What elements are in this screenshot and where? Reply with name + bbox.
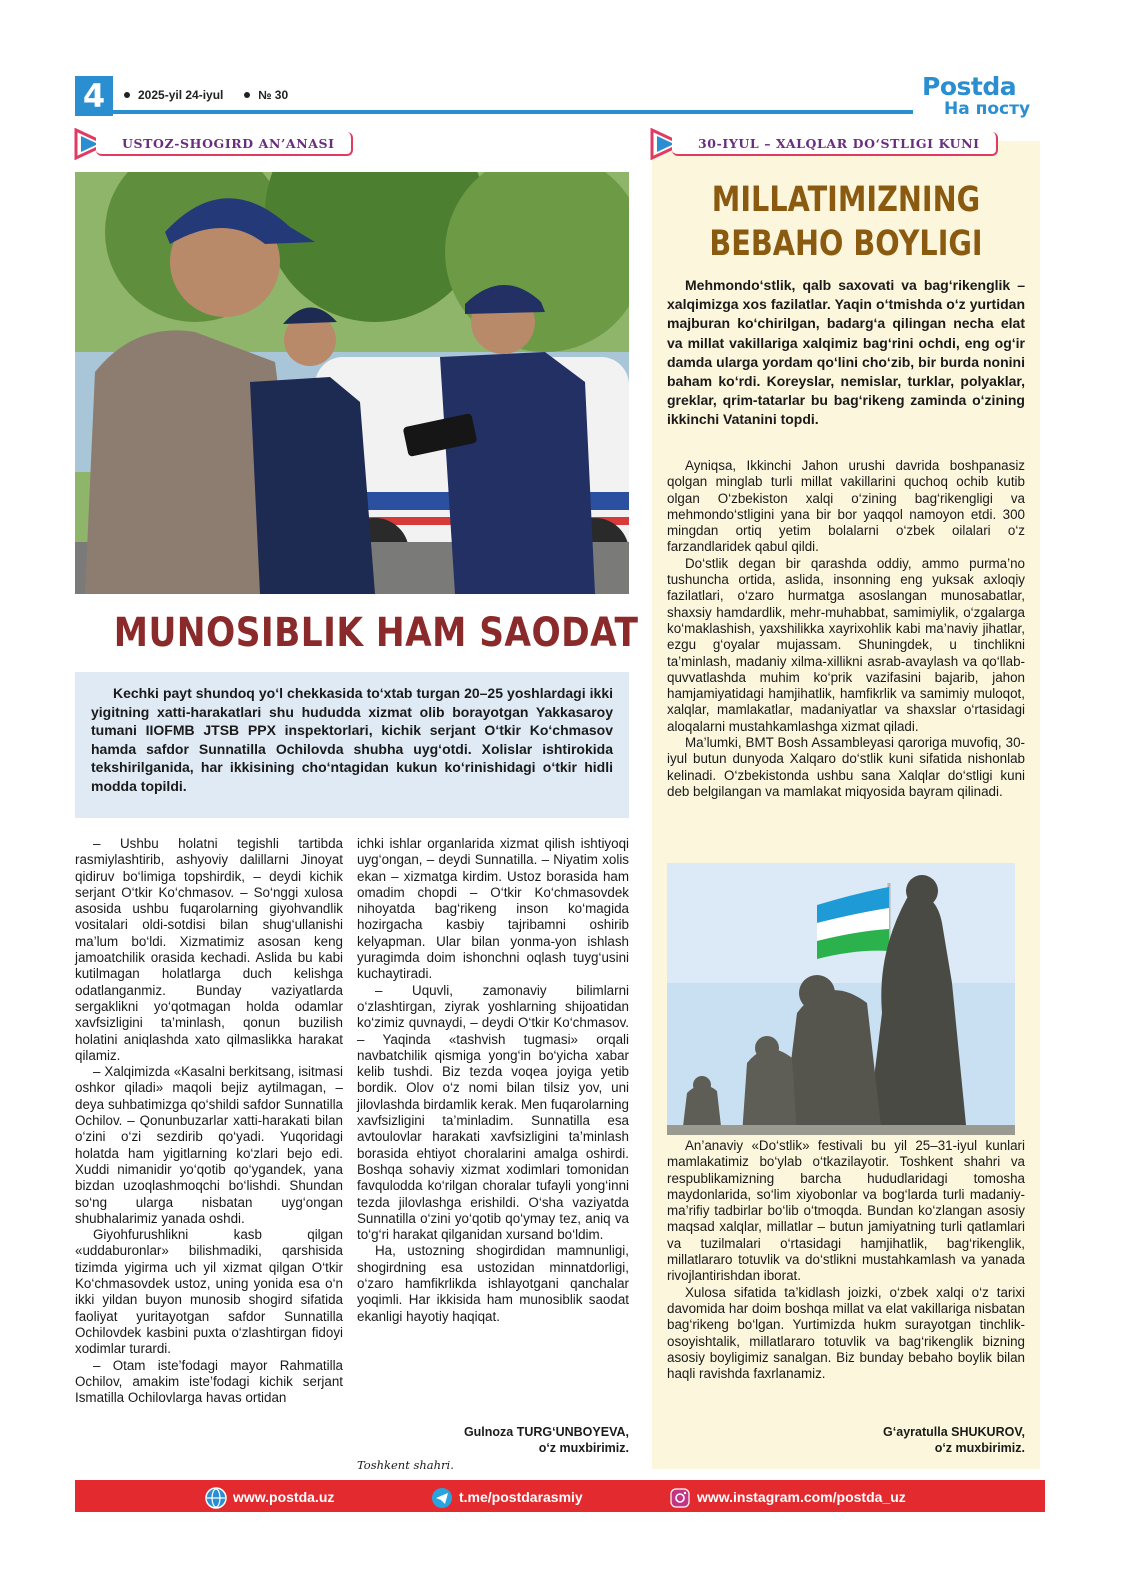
byline-right — [667, 1424, 1025, 1456]
bullet-icon — [124, 92, 130, 98]
issue-meta — [124, 88, 288, 102]
footer-telegram-link[interactable] — [431, 1486, 583, 1508]
paragraph: – Xalqimizda «Kasalni berkitsang, isitmasi oshkor qiladi» maqoli bejiz aytilmagan, – deya suhbatimizga qo‘shildi safdor Sunnatilla Ochilov. – Qonunbuzarlar xatti-harakati bilan o‘zini o‘zi sezdirib qo‘yadi. Yuqoridagi holatda ham yigitlarning ko‘zlari bejo edi. Xuddi nimanidir yo‘qotib qo‘ygandek, yana bizdan uzoqlashmoqchi bo‘lishdi. Shundan so‘ng ularga nisbatan uyg‘ongan shubhalarimiz yanada oshdi. — [75, 1064, 343, 1226]
globe-icon — [205, 1487, 227, 1509]
dateline-place: Toshkent shahri. — [357, 1458, 454, 1472]
logo-line1: Postda — [922, 72, 1017, 101]
paragraph: An’anaviy «Do‘stlik» festivali bu yil 25–31-iyul kunlari mamlakatimiz bo‘ylab o‘tkazilayotir. Toshkent shahri va respublikamizning barcha hududlaridagi tomosha maydonlarida, so‘lim xiyobonlar va bog‘larda turli madaniy-ma’rifiy tadbirlar bo‘lib o‘tmoqda. Bundan ko‘zlangan asosiy maqsad xalqlar, millatlar – butun jamiyatning turli qatlamlari va tuzilmalari o‘rtasidagi hamjihatlik, bag‘rikenglik, millatlararo totuvlik va do‘stlikni mustahkamlash va yanada rivojlantirishdan iborat. — [667, 1138, 1025, 1284]
paragraph: – Ushbu holatni tegishli tartibda rasmiylashtirib, ashyoviy dalillarni Jinoyat qidiruv bo‘limiga topshirdik, – deydi kichik serjant O‘tkir Ko‘chmasov. – So‘nggi xulosa asosida ushbu fuqarolarning giyohvandlik vositalari oldi-sotdisi bilan shug‘ullanishi ma’lum bo‘ldi. Xizmatimiz asosan keng jamoatchilik orasida kechadi. Aslida bu kabi kutilmagan holatlarga duch kelishga odatlanganmiz. Bunday vaziyatlarda sergaklikni yo‘qotmagan holda odamlar xavfsizligini ta’minlash, qonun buzilish holatini aniqlashda xato qilmaslikka harakat qilamiz. — [75, 836, 343, 1063]
issue-number: № 30 — [258, 88, 289, 102]
section-label-right: 30-IYUL – XALQLAR DO‘STLIGI KUNI — [672, 132, 998, 156]
header-rule — [113, 110, 913, 114]
paragraph: Ma’lumki, BMT Bosh Assambleyasi qaroriga muvofiq, 30-iyul butun dunyoda Xalqaro do‘stlik kuni sifatida nishonlab kelinadi. O‘zbekistonda ushbu sana Xalqlar do‘stligi kuni deb belgilangan va mamlakat miqyosida bayram qilinadi. — [667, 735, 1025, 799]
paragraph: ichki ishlar organlarida xizmat qilish ishtiyoqi uyg‘ongan, – deydi Sunnatilla. – Niyatim xolis ekan – xizmatga kirdim. Ustoz borasida ham omadim chopdi – O‘tkir Ko‘chmasovdek nihoyatda bag‘rikeng inson ko‘magida hozirgacha kasbiy tajribamni oshirib kelyapman. Ular bilan yonma-yon ishlash yuragimda doim ishonchni oqlash tuyg‘usini kuchaytiradi. — [357, 836, 629, 982]
footer-bar — [75, 1480, 1045, 1512]
issue-date: 2025-yil 24-iyul — [138, 88, 224, 102]
byline-left — [357, 1424, 629, 1456]
article-column-right-bottom — [667, 1138, 1025, 1382]
author-role: o‘z muxbirimiz. — [538, 1441, 629, 1455]
headline-line2: BEBAHO BOYLIGI — [709, 224, 983, 264]
paragraph: Ayniqsa, Ikkinchi Jahon urushi davrida boshpanasiz qolgan minglab turli millat vakillarini quchoq ochib kutib olgan O‘zbekiston xalqi o‘zining bag‘rikengligi va mehmondo‘stligini yana bir bor yaqqol namoyon etdi. 300 mingdan ortiq yetim bolalarni o‘zbek oilalari o‘z farzandlaridek qabul qildi. — [667, 458, 1025, 555]
article-column-1 — [75, 836, 343, 1406]
telegram-icon — [431, 1487, 453, 1509]
instagram-icon — [669, 1487, 691, 1509]
lead-paragraph-left: Kechki payt shundoq yo‘l chekkasida to‘xtab turgan 20–25 yoshlardagi ikki yigitning xatti-harakatlari shu hududda xizmat olib borayotgan Yakkasaroy tumani IIOFMB JTSB PPX inspektorlari, kichik serjant O‘tkir Ko‘chmasov hamda safdor Sunnatilla Ochilovda shubha uyg‘otdi. Xolislar ishtirokida tekshirilganida, har ikkisining cho‘ntagidan kukun ko‘rinishidagi o‘tkir hidli modda topildi. — [75, 672, 629, 818]
paragraph: – Otam iste’fodagi mayor Rahmatilla Ochilov, amakim iste’fodagi kichik serjant Ismatilla Ochilovlarga havas ortidan — [75, 1357, 343, 1406]
article-column-right-top — [667, 458, 1025, 800]
logo-line2: На посту — [944, 99, 1031, 119]
section-label-left: USTOZ-SHOGIRD AN’ANASI — [96, 132, 353, 156]
friendship-monument-photo — [667, 863, 1015, 1135]
footer-website-link[interactable] — [205, 1486, 334, 1508]
headline-right — [687, 178, 1005, 266]
instagram-text: www.instagram.com/postda_uz — [697, 1489, 906, 1505]
website-text: www.postda.uz — [233, 1489, 335, 1505]
author-name: G‘ayratulla SHUKUROV, — [883, 1425, 1025, 1439]
telegram-text: t.me/postdarasmiy — [459, 1489, 583, 1505]
section-tag-right — [650, 128, 1010, 160]
paragraph: Giyohfurushlikni kasb qilgan «uddaburonlar» bilishmadiki, qarshisida tizimda yigirma uch yil xizmat qilgan O‘tkir Ko‘chmasovdek ustoz, uning yonida esa o‘n ikki yildan buyon munosib shogird sifatida faoliyat yuritayotgan safdor Sunnatilla Ochilovdek kasbini puxta o‘zlashtirgan fidoyi xodimlar turardi. — [75, 1227, 343, 1357]
bullet-icon — [244, 92, 250, 98]
headline-left: MUNOSIBLIK HAM SAODAT — [113, 610, 639, 656]
author-role: o‘z muxbirimiz. — [934, 1441, 1025, 1455]
headline-line1: MILLATIMIZNING — [711, 180, 981, 220]
police-officers-photo — [75, 172, 629, 594]
paragraph: Ha, ustozning shogirdidan mamnunligi, shogirdning esa ustozidan minnatdorligi, o‘zaro hamfikrlikda ishlayotgani qanchalar yoqimli. Har ikkisida ham munosiblik saodat ekanligi hayotiy haqiqat. — [357, 1243, 629, 1324]
page-number: 4 — [75, 76, 113, 116]
lead-paragraph-right: Mehmondo‘stlik, qalb saxovati va bag‘rikenglik – xalqimizga xos fazilatlar. Yaqin o‘tmishda o‘z yurtidan majburan ko‘chirilgan, badarg‘a qilingan necha elat va millat vakillariga xalqimiz bag‘rini ochdi, eng og‘ir damda ularga yordam qo‘lini cho‘zib, bir burda nonini baham ko‘rdi. Koreyslar, nemislar, turklar, polyaklar, greklar, qrim-tatarlar bu bag‘rikeng zaminda o‘zining ikkinchi Vatanini topdi. — [667, 277, 1025, 428]
paragraph: Xulosa sifatida ta’kidlash joizki, o‘zbek xalqi o‘z tarixi davomida har doim boshqa millat va elat vakillariga nisbatan bag‘rikeng bo‘lgan. Yurtimizda hukm surayotgan tinchlik-osoyishtalik, millatlararo totuvlik va bag‘rikenglik bizning asosiy boyligimiz sanalgan. Biz bunday bebaho boylik bilan haqli ravishda faxrlanamiz. — [667, 1284, 1025, 1382]
newspaper-logo[interactable] — [922, 74, 1052, 122]
paragraph: – Uquvli, zamonaviy bilimlarni o‘zlashtirgan, ziyrak yoshlarning shijoatidan ko‘zimiz quvnaydi, – deydi O‘tkir Ko‘chmasov. – Yaqinda «tashvish tugmasi» orqali navbatchilik qismiga yong‘in bo‘yicha xabar kelib tushdi. Biz tezda voqea joyiga yetib bordik. Olov o‘z nomi bilan tilsiz yov, uni jilovlashda birdamlik kerak. Men fuqarolarning xavfsizligini ta’minladim. Sunnatilla esa avtoulovlar harakati xavfsizligini ta’minlash borasida ehtiyot choralarini amalga oshirdi. Boshqa sohaviy xizmat xodimlari tomonidan favqulodda ko‘rilgan choralar tufayli yong‘inni tezda jilovlashga erishildi. O‘sha vaziyatda Sunnatilla o‘zini yo‘qotib qo‘ymay tez, aniq va to‘g‘ri harakat qilganidan xursand bo‘ldim. — [357, 982, 629, 1243]
author-name: Gulnoza TURG‘UNBOYEVA, — [463, 1425, 629, 1439]
article-column-2 — [357, 836, 629, 1325]
footer-instagram-link[interactable] — [669, 1486, 906, 1508]
section-tag-left — [74, 128, 374, 160]
paragraph: Do‘stlik degan bir qarashda oddiy, ammo purma’no tushuncha ortida, aslida, insonning eng yuksak axloqiy fazilatlari, o‘zaro hurmatga asoslangan munosabatlar, shaxsiy hamdardlik, mehr-muhabbat, samimiylik, o‘zgalarga ko‘maklashish, yaxshilikka xayrixohlik kabi ma’naviy jihatlar, ezgu g‘oyalar mujassam. Shuningdek, u tinchlikni ta’minlash, madaniy xilma-xillikni asrab-avaylash va qo‘llab-quvvatlashda muhim ko‘prik vazifasini bajarib, jahon hamjamiyatidagi hamjihatlik, hamfikrlik va samimiy muloqot, xalqlar, mamlakatlar, madaniyatlar va shaxslar o‘rtasidagi aloqalarni mustahkamlashga xizmat qiladi. — [667, 555, 1025, 734]
